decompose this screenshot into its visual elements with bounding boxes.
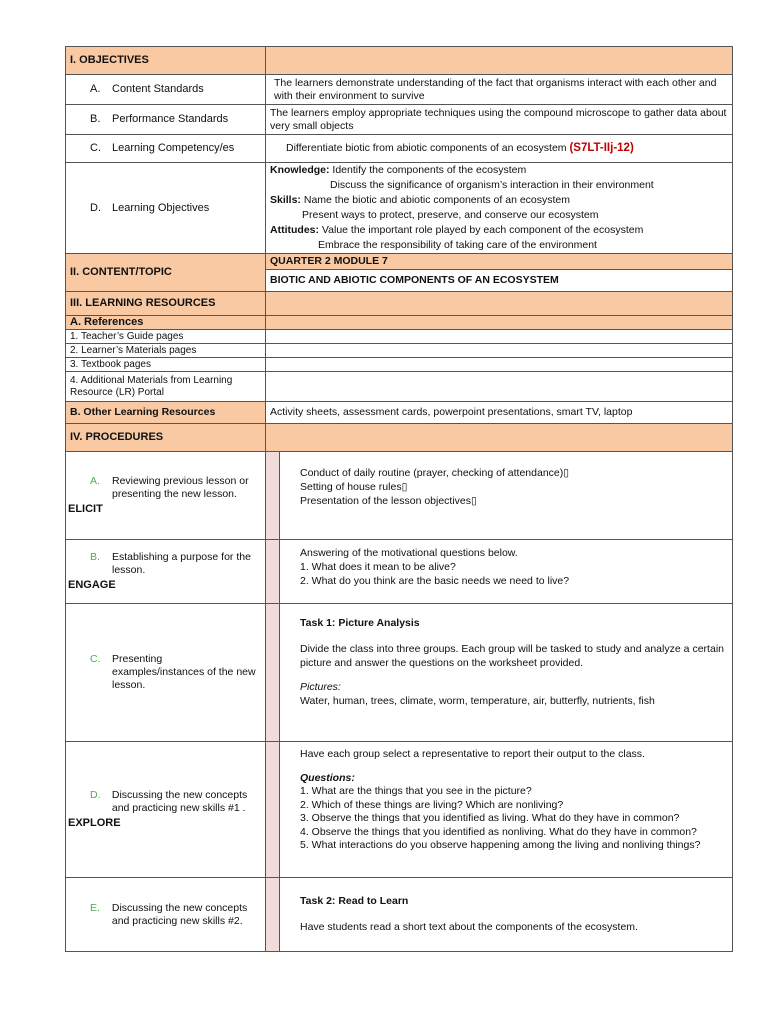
resource-row	[66, 344, 733, 358]
competency-code: (S7LT-IIj-12)	[569, 142, 634, 154]
content-title: II. CONTENT/TOPIC	[66, 254, 266, 292]
competency-label: C. Learning Competency/es	[66, 135, 266, 163]
procedure-e-divider	[266, 878, 280, 952]
learning-objectives-text: Knowledge: Identify the components of the ecosystem Discuss the significance of organism’s interaction in their environment Skills: Name the biotic and abiotic components of an ecosystem Present ways to protect, preserve, and conserve our ecosystem Attitudes: Value the important role played by each component of the ecosystem Embrace the responsibility of taking care of the environment	[266, 163, 733, 254]
lesson-plan-table	[65, 46, 733, 452]
resources-header-row	[66, 292, 733, 316]
performance-standards-label: B. Performance Standards	[66, 105, 266, 135]
content-standards-row	[66, 75, 733, 105]
procedure-row-e	[66, 878, 733, 952]
procedures-table	[65, 451, 733, 952]
objectives-title: I. OBJECTIVES	[66, 47, 266, 75]
resource-item-3: 3. Textbook pages	[66, 358, 266, 372]
procedure-d-content: Have each group select a representative to report their output to the class. Questions: 1. What are the things that you see in the picture? 2. Which of these things are living? Which are nonliving? 3. Observe the things that you identified as living. What do they have in common? 4. Observe the things that you identified as nonliving. What do they have in common? 5. What interactions do you observe happening among the living and nonliving things?	[280, 742, 733, 878]
phase-engage: ENGAGE	[68, 579, 116, 591]
competency-row	[66, 135, 733, 163]
procedure-row-d	[66, 742, 733, 878]
procedures-header-row	[66, 424, 733, 452]
resource-row	[66, 372, 733, 402]
learning-objectives-row	[66, 163, 733, 254]
procedure-c-content: Task 1: Picture Analysis Divide the class into three groups. Each group will be tasked to study and analyze a certain picture and answer the questions on the worksheet provided. Pictures: Water, human, trees, climate, worm, temperature, air, butterfly, nutrients, fish	[280, 604, 733, 742]
resource-item-2: 2. Learner’s Materials pages	[66, 344, 266, 358]
procedure-a-divider	[266, 452, 280, 540]
references-row	[66, 316, 733, 330]
content-standards-text: The learners demonstrate understanding of the fact that organisms interact with each other and with their environment to survive	[266, 75, 733, 105]
phase-elicit: ELICIT	[68, 503, 103, 515]
procedure-d-divider	[266, 742, 280, 878]
content-row-1	[66, 254, 733, 270]
resources-title: III. LEARNING RESOURCES	[66, 292, 266, 316]
phase-explore: EXPLORE	[68, 817, 121, 829]
resources-header-blank	[266, 292, 733, 316]
procedure-b-label: B. Establishing a purpose for the lesson. ENGAGE	[66, 540, 266, 604]
content-module: QUARTER 2 MODULE 7	[266, 254, 733, 270]
procedure-c-divider	[266, 604, 280, 742]
learning-objectives-label: D. Learning Objectives	[66, 163, 266, 254]
resource-row	[66, 358, 733, 372]
objectives-header-blank	[266, 47, 733, 75]
procedure-d-label: D. Discussing the new concepts and practicing new skills #1 . EXPLORE	[66, 742, 266, 878]
other-resources-row	[66, 402, 733, 424]
procedure-b-content: Answering of the motivational questions below. 1. What does it mean to be alive? 2. What do you think are the basic needs we need to live?	[280, 540, 733, 604]
procedure-row-b	[66, 540, 733, 604]
procedures-title: IV. PROCEDURES	[66, 424, 266, 452]
lesson-plan-document	[65, 46, 732, 954]
procedure-row-c	[66, 604, 733, 742]
task-2-title: Task 2: Read to Learn	[300, 895, 409, 907]
procedure-c-label: C. Presenting examples/instances of the new lesson.	[66, 604, 266, 742]
other-resources-label: B. Other Learning Resources	[66, 402, 266, 424]
objectives-header-row	[66, 47, 733, 75]
content-topic: BIOTIC AND ABIOTIC COMPONENTS OF AN ECOSYSTEM	[266, 270, 733, 292]
competency-text: Differentiate biotic from abiotic components of an ecosystem (S7LT-IIj-12)	[266, 135, 733, 163]
performance-standards-text: The learners employ appropriate techniques using the compound microscope to gather data about very small objects	[266, 105, 733, 135]
references-label: A. References	[66, 316, 266, 330]
performance-standards-row	[66, 105, 733, 135]
procedures-header-blank	[266, 424, 733, 452]
procedure-row-a	[66, 452, 733, 540]
procedure-a-label: A. Reviewing previous lesson or presenting the new lesson. ELICIT	[66, 452, 266, 540]
resource-row	[66, 330, 733, 344]
task-1-title: Task 1: Picture Analysis	[300, 617, 420, 629]
procedure-e-label: E. Discussing the new concepts and practicing new skills #2.	[66, 878, 266, 952]
procedure-a-content: Conduct of daily routine (prayer, checking of attendance)▯ Setting of house rules▯ Presentation of the lesson objectives▯	[280, 452, 733, 540]
other-resources-text: Activity sheets, assessment cards, powerpoint presentations, smart TV, laptop	[266, 402, 733, 424]
content-standards-label: A. Content Standards	[66, 75, 266, 105]
procedure-b-divider	[266, 540, 280, 604]
resource-item-4: 4. Additional Materials from Learning Resource (LR) Portal	[66, 372, 266, 402]
resource-item-1: 1. Teacher’s Guide pages	[66, 330, 266, 344]
references-blank	[266, 316, 733, 330]
procedure-e-content: Task 2: Read to Learn Have students read a short text about the components of the ecosystem.	[280, 878, 733, 952]
